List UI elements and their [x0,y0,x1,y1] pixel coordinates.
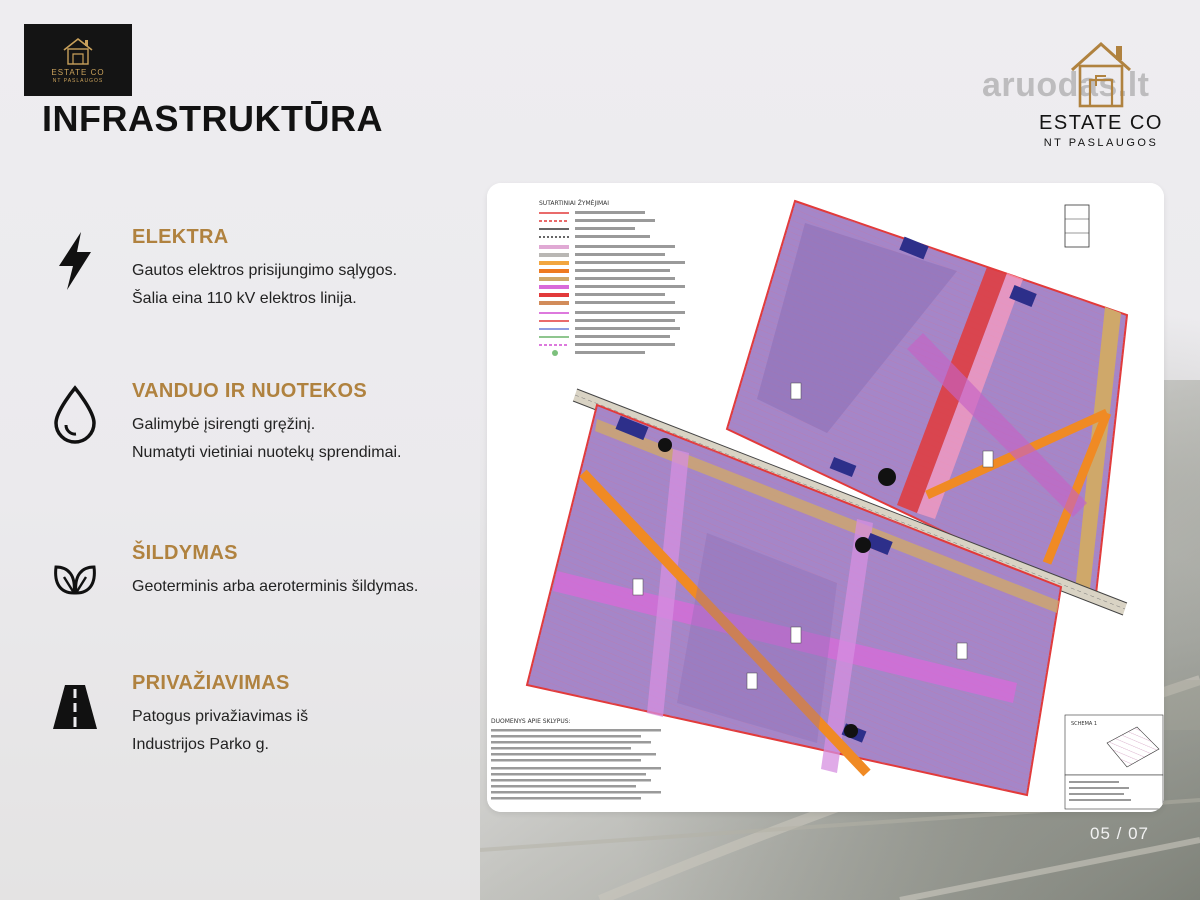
feature-title: ŠILDYMAS [132,542,238,564]
legend-title: SUTARTINIAI ŽYMĖJIMAI [539,200,610,207]
feature-title: PRIVAŽIAVIMAS [132,672,290,694]
page-title: INFRASTRUKTŪRA [42,98,383,139]
lightning-icon [40,226,110,296]
schema-label: SCHEMA 1 [1071,721,1098,727]
site-plan-svg [487,183,1164,812]
feature-line: Geoterminis arba aeroterminis šildymas. [132,578,419,595]
feature-line: Industrijos Parko g. [132,736,269,753]
feature-line: Šalia eina 110 kV elektros linija. [132,290,357,307]
brand-sub: NT PASLAUGOS [1043,137,1159,149]
feature-line: Galimybė įsirengti gręžinį. [132,416,316,433]
water-drop-icon [40,380,110,450]
feature-line: Gautos elektros prisijungimo sąlygos. [132,262,398,279]
logo-sub: NT PASLAUGOS [52,78,104,84]
info-title: DUOMENYS APIE SKLYPUS: [491,718,571,725]
logo-name: ESTATE CO [51,68,105,77]
feature-line: Patogus privažiavimas iš [132,708,309,725]
feature-line: Numatyti vietiniai nuotekų sprendimai. [132,444,402,461]
brand-name: ESTATE CO [1039,112,1163,134]
house-logo-icon [61,36,95,66]
feature-title: VANDUO IR NUOTEKOS [132,380,368,402]
page-number: 05 / 07 [1090,824,1149,843]
house-brand-icon [1066,36,1136,110]
estate-co-logo [24,24,132,96]
aruodas-watermark: aruodas.lt [982,66,1150,104]
leaf-icon [40,542,110,612]
road-icon [40,672,110,742]
plan-title-block [1065,715,1163,809]
site-plan-drawing [487,183,1164,812]
feature-title: ELEKTRA [132,226,229,248]
estate-co-brand [1026,36,1176,149]
